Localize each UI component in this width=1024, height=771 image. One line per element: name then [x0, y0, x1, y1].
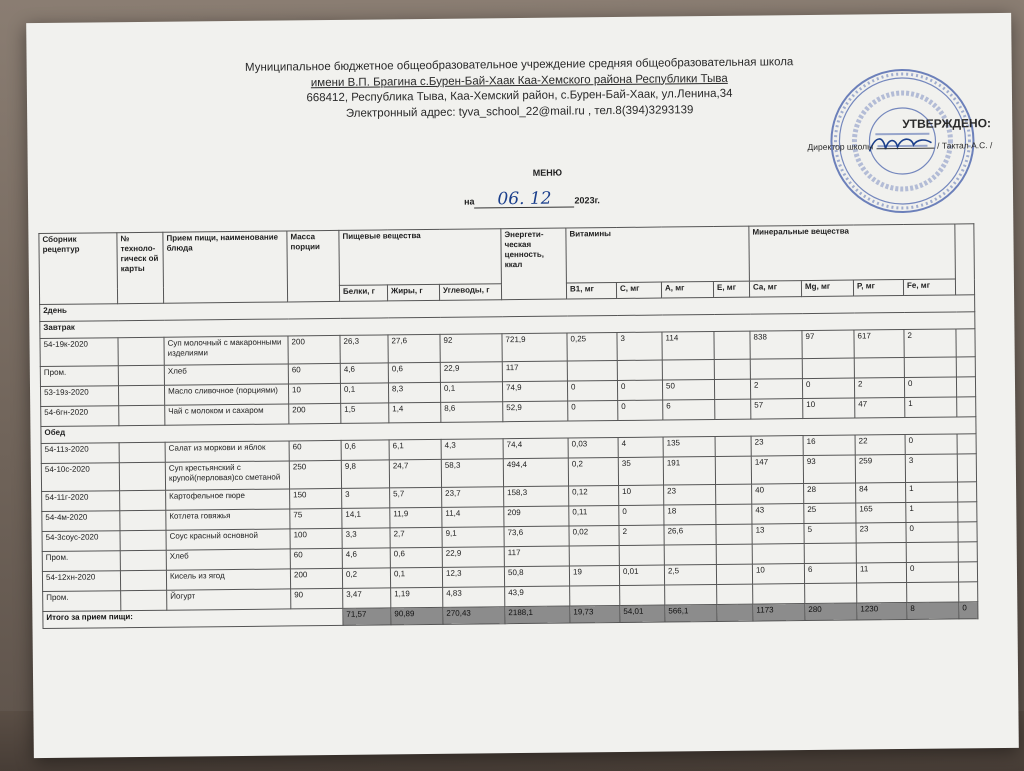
table-cell: 0: [904, 377, 956, 398]
table-cell: 84: [856, 482, 906, 503]
table-cell: 16: [803, 435, 855, 456]
table-cell: [752, 544, 804, 565]
table-cell: Котлета говяжья: [166, 509, 290, 530]
table-cell: Пром.: [40, 366, 118, 387]
table-cell: 54-3соус-2020: [42, 531, 120, 552]
table-cell: [750, 359, 802, 380]
col-fe: Fe, мг: [903, 279, 955, 296]
table-cell: [715, 399, 751, 419]
table-cell: 0,6: [388, 362, 440, 383]
director-line: [807, 140, 992, 152]
table-cell: [959, 582, 978, 602]
table-cell: 4,83: [443, 587, 505, 608]
table-cell: 4,6: [342, 548, 390, 569]
table-cell: 50,8: [504, 566, 569, 587]
total-cell: 1173: [753, 604, 805, 622]
table-cell: 0,02: [569, 525, 619, 546]
col-mg: Mg, мг: [801, 280, 853, 297]
signature-line: [876, 148, 934, 150]
table-cell: 617: [854, 330, 904, 359]
table-cell: Суп молочный с макаронными изделиями: [164, 336, 288, 365]
table-cell: [856, 542, 906, 563]
table-cell: 23: [664, 484, 716, 505]
table-header-row: [39, 224, 975, 289]
table-cell: 2: [854, 377, 904, 398]
table-cell: 8,3: [388, 382, 440, 403]
table-cell: 2: [904, 329, 956, 358]
table-cell: 117: [502, 361, 567, 382]
table-cell: 23: [856, 522, 906, 543]
table-cell: [664, 544, 716, 565]
table-cell: 6,1: [389, 439, 441, 460]
table-cell: [957, 454, 976, 482]
table-cell: 4,6: [340, 363, 388, 384]
table-cell: [958, 502, 977, 522]
table-cell: 54-12хн-2020: [42, 571, 120, 592]
col-a: А, мг: [661, 281, 713, 298]
table-cell: 54-4м-2020: [42, 511, 120, 532]
col-mass: Масса порции: [287, 230, 340, 302]
table-cell: [854, 358, 904, 379]
table-cell: [717, 584, 753, 604]
table-cell: Йогурт: [167, 589, 291, 610]
table-cell: 54-11г-2020: [42, 491, 120, 512]
table-cell: 0: [617, 380, 662, 400]
table-cell: [665, 584, 717, 605]
table-cell: 6: [663, 399, 715, 420]
table-cell: 73,6: [504, 526, 569, 547]
table-cell: 25: [804, 503, 856, 524]
table-cell: [716, 484, 752, 504]
table-cell: [121, 590, 167, 610]
table-cell: 100: [290, 528, 342, 549]
menu-table: [38, 223, 978, 629]
table-cell: 6: [804, 563, 856, 584]
table-cell: [716, 564, 752, 584]
table-cell: 54-11з-2020: [41, 443, 119, 464]
table-cell: 50: [662, 379, 714, 400]
table-cell: [619, 545, 664, 565]
table-cell: 54-10с-2020: [41, 463, 119, 492]
table-cell: 135: [663, 436, 715, 457]
table-cell: Пром.: [42, 551, 120, 572]
table-cell: 1: [905, 397, 957, 418]
table-cell: 92: [440, 334, 502, 363]
table-cell: 2: [750, 379, 802, 400]
col-vitamins: Витамины: [566, 226, 750, 283]
table-cell: 43: [752, 504, 804, 525]
table-cell: 200: [290, 568, 342, 589]
menu-title: МЕНЮ: [532, 167, 563, 178]
director-prefix: Директор школы: [807, 141, 874, 153]
col-c: С, мг: [616, 282, 661, 298]
table-cell: 10: [752, 564, 804, 585]
table-cell: 52,9: [503, 401, 568, 422]
total-cell: 54,01: [620, 605, 665, 622]
table-cell: Суп крестьянский с крупой(перловая)со сметаной: [165, 461, 289, 490]
table-cell: [119, 462, 165, 490]
table-cell: Пром.: [43, 591, 121, 612]
table-cell: 23: [751, 436, 803, 457]
table-cell: 0,03: [568, 438, 618, 459]
table-cell: 26,3: [340, 335, 388, 364]
table-cell: 19: [569, 565, 619, 586]
table-cell: Чай с молоком и сахаром: [165, 404, 289, 425]
total-cell: 71,57: [343, 608, 391, 626]
date-suffix: 2023г.: [574, 195, 600, 206]
table-cell: [569, 545, 619, 566]
table-cell: 60: [290, 548, 342, 569]
table-cell: 27,6: [388, 334, 440, 363]
table-cell: 0,25: [567, 333, 617, 362]
table-cell: 200: [289, 403, 341, 424]
table-cell: 10: [619, 485, 664, 505]
col-card: № техноло-гическ ой карты: [117, 232, 164, 303]
total-label: Итого за прием пищи:: [43, 608, 343, 628]
table-cell: [118, 365, 164, 385]
table-cell: [620, 585, 665, 605]
table-cell: 2,5: [664, 564, 716, 585]
table-cell: 191: [663, 456, 715, 485]
table-cell: 0: [905, 434, 957, 455]
table-cell: 23,7: [442, 487, 504, 508]
table-cell: 721,9: [502, 333, 567, 362]
table-cell: 838: [750, 331, 802, 360]
table-cell: 57: [751, 399, 803, 420]
table-cell: 117: [504, 546, 569, 567]
table-cell: 60: [288, 363, 340, 384]
table-cell: [857, 582, 907, 603]
table-cell: 40: [752, 484, 804, 505]
table-cell: 60: [289, 440, 341, 461]
table-cell: [958, 522, 977, 542]
table-cell: 4: [618, 437, 663, 457]
table-cell: 0: [802, 378, 854, 399]
header-contacts: Электронный адрес: tyva_school_22@mail.ru , тел.8(394)3293139: [345, 103, 694, 120]
table-cell: [716, 504, 752, 524]
table-cell: 0,12: [569, 485, 619, 506]
table-cell: 11,4: [442, 507, 504, 528]
table-cell: 1,19: [391, 587, 443, 608]
table-cell: 11: [856, 562, 906, 583]
total-cell: 1230: [857, 602, 907, 620]
table-cell: 93: [803, 455, 855, 484]
col-nutrients: Пищевые вещества: [339, 229, 502, 286]
lunch-label: Обед: [41, 417, 976, 444]
menu-date: [464, 190, 600, 208]
table-cell: Кисель из ягод: [166, 569, 290, 590]
table-cell: [715, 456, 751, 484]
table-cell: [805, 583, 857, 604]
table-cell: 90: [291, 588, 343, 609]
table-cell: 0,2: [568, 458, 618, 487]
col-protein: Белки, г: [339, 285, 387, 302]
table-cell: [118, 385, 164, 405]
date-prefix: на: [464, 196, 475, 207]
table-cell: 0,1: [440, 382, 502, 403]
col-ca: Са, мг: [749, 281, 801, 298]
table-cell: Хлеб: [166, 549, 290, 570]
table-cell: 1,4: [389, 402, 441, 423]
table-cell: 3: [905, 454, 957, 483]
table-cell: 22,9: [442, 547, 504, 568]
table-cell: 35: [618, 457, 663, 485]
table-cell: 0,6: [390, 547, 442, 568]
table-cell: 74,4: [503, 438, 568, 459]
approval-label: УТВЕРЖДЕНО:: [902, 116, 992, 132]
total-cell: [717, 604, 753, 621]
table-cell: [804, 543, 856, 564]
breakfast-label: Завтрак: [40, 312, 975, 339]
table-cell: 114: [662, 331, 714, 360]
table-cell: [956, 357, 975, 377]
table-cell: [904, 357, 956, 378]
director-name: / Тактал А.С. /: [937, 140, 993, 151]
table-cell: 14,1: [342, 508, 390, 529]
table-cell: 200: [288, 335, 340, 364]
table-cell: 0,6: [341, 440, 389, 461]
table-cell: 0: [619, 505, 664, 525]
table-cell: 75: [290, 508, 342, 529]
lunch-body: [41, 434, 978, 612]
table-cell: 43,9: [505, 586, 570, 607]
table-cell: [617, 360, 662, 380]
col-b1: В1, мг: [566, 283, 616, 300]
total-cell: 8: [907, 602, 959, 620]
table-cell: [120, 530, 166, 550]
col-carbs: Углеводы, г: [439, 284, 501, 301]
table-cell: 26,6: [664, 524, 716, 545]
table-cell: 24,7: [389, 459, 441, 488]
table-cell: 0: [906, 562, 958, 583]
table-cell: 0,01: [619, 565, 664, 585]
table-cell: Картофельное пюре: [166, 489, 290, 510]
table-cell: 209: [504, 506, 569, 527]
table-cell: 58,3: [441, 459, 503, 488]
table-cell: 3,3: [342, 528, 390, 549]
table-cell: 2,7: [390, 527, 442, 548]
table-cell: [119, 405, 165, 425]
table-cell: 0,1: [340, 383, 388, 404]
table-cell: 53-19з-2020: [40, 386, 118, 407]
total-cell: 2188,1: [505, 606, 570, 624]
table-cell: 3: [617, 332, 662, 360]
table-cell: 8,6: [441, 402, 503, 423]
table-cell: [714, 331, 750, 359]
col-minerals: Минеральные вещества: [749, 224, 956, 281]
table-cell: Салат из моркови и яблок: [165, 441, 289, 462]
table-cell: 0: [618, 400, 663, 420]
table-cell: Хлеб: [164, 364, 288, 385]
total-cell: 90,89: [391, 607, 443, 625]
table-cell: 54-6гн-2020: [41, 406, 119, 427]
table-cell: 3: [342, 488, 390, 509]
table-cell: [906, 542, 958, 563]
table-cell: 5,7: [390, 487, 442, 508]
handwritten-date: 06. 12: [474, 190, 574, 208]
table-cell: 9,1: [442, 527, 504, 548]
table-cell: 0: [568, 401, 618, 422]
table-cell: 2: [619, 525, 664, 545]
day-label: 2день: [40, 295, 975, 322]
table-cell: [956, 329, 975, 357]
table-cell: 0: [567, 381, 617, 402]
table-cell: 10: [288, 383, 340, 404]
table-cell: [120, 550, 166, 570]
col-collection: Сборник рецептур: [39, 233, 118, 305]
total-cell: 280: [805, 603, 857, 621]
table-cell: 9,8: [341, 460, 389, 489]
total-cell: 270,43: [443, 607, 505, 625]
table-cell: [119, 442, 165, 462]
col-fat: Жиры, г: [387, 284, 439, 301]
col-extra: [955, 224, 975, 295]
table-cell: 11,9: [390, 507, 442, 528]
table-cell: 4,3: [441, 439, 503, 460]
header-address: 668412, Республика Тыва, Каа-Хемский район, с.Бурен-Бай-Хаак, ул.Ленина,34: [306, 87, 733, 105]
table-cell: Масло сливочное (порциями): [164, 384, 288, 405]
table-cell: Соус красный основной: [166, 529, 290, 550]
table-cell: 0,11: [569, 505, 619, 526]
table-cell: [958, 562, 977, 582]
table-cell: 74,9: [502, 381, 567, 402]
table-cell: 22: [855, 434, 905, 455]
total-cell: 0: [959, 602, 978, 619]
table-cell: 28: [804, 483, 856, 504]
table-cell: [956, 377, 975, 397]
table-cell: 0,2: [342, 568, 390, 589]
table-cell: 22,9: [440, 362, 502, 383]
table-cell: [753, 584, 805, 605]
table-cell: [957, 434, 976, 454]
table-cell: 165: [856, 502, 906, 523]
table-cell: 0: [906, 522, 958, 543]
table-cell: [958, 482, 977, 502]
table-cell: 158,3: [504, 486, 569, 507]
col-energy: Энергети-ческая ценность, ккал: [501, 228, 567, 300]
table-cell: [716, 524, 752, 544]
table-cell: [716, 544, 752, 564]
table-cell: 5: [804, 523, 856, 544]
table-cell: [120, 490, 166, 510]
table-cell: 47: [855, 397, 905, 418]
table-cell: 54-19к-2020: [40, 338, 118, 367]
total-cell: 566,1: [665, 604, 717, 622]
table-cell: [907, 582, 959, 603]
table-cell: [120, 510, 166, 530]
table-cell: 147: [751, 456, 803, 485]
table-cell: 18: [664, 504, 716, 525]
col-meal: Прием пищи, наименование блюда: [163, 231, 288, 303]
table-cell: 494,4: [503, 458, 568, 487]
header-line-2: имени В.П. Брагина с.Бурен-Бай-Хаак Каа-Хемского района Республики Тыва: [310, 72, 728, 89]
table-cell: [714, 379, 750, 399]
table-cell: [662, 359, 714, 380]
table-cell: 250: [289, 460, 341, 489]
table-cell: 1: [906, 482, 958, 503]
table-cell: [120, 570, 166, 590]
table-cell: 97: [802, 330, 854, 359]
total-cell: 19,73: [570, 605, 620, 623]
table-cell: [118, 337, 164, 365]
table-cell: [957, 397, 976, 417]
table-cell: 12,3: [442, 567, 504, 588]
col-p: Р, мг: [853, 280, 903, 297]
table-cell: [714, 359, 750, 379]
table-cell: 1: [906, 502, 958, 523]
table-cell: 0,1: [390, 567, 442, 588]
table-cell: [567, 361, 617, 382]
table-cell: [570, 585, 620, 606]
col-e: Е, мг: [713, 281, 749, 297]
table-cell: 150: [290, 488, 342, 509]
table-cell: 3,47: [343, 588, 391, 609]
table-cell: 1,5: [341, 403, 389, 424]
table-cell: 13: [752, 524, 804, 545]
breakfast-body: [40, 329, 976, 427]
table-cell: [802, 358, 854, 379]
menu-document: [26, 13, 1019, 758]
table-cell: 259: [855, 454, 905, 483]
header-line-1: Муниципальное бюджетное общеобразовательное учреждение средняя общеобразовательная школа: [244, 56, 794, 74]
table-cell: [958, 542, 977, 562]
table-cell: 10: [803, 398, 855, 419]
table-cell: [715, 436, 751, 456]
